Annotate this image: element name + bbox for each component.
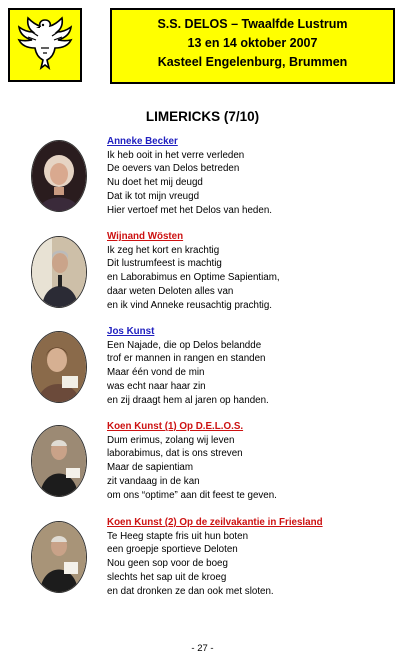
poem-line: Hier vertoef met het Delos van heden.: [107, 204, 273, 216]
portrait-koen-kunst-1: [31, 425, 87, 497]
poem-line: Dat ik tot mijn vreugd: [107, 190, 200, 202]
poem-line: slechts het sap uit de kroeg: [107, 571, 227, 583]
poem-line: trof er mannen in rangen en standen: [107, 353, 266, 365]
delos-logo: [8, 8, 82, 82]
header-line-3: Kasteel Engelenburg, Brummen: [157, 55, 348, 69]
poem-line: om ons “optime” aan dit feest te geven.: [107, 489, 277, 501]
poem-line: Te Heeg stapte fris uit hun boten: [107, 530, 249, 542]
limerick-5: [107, 516, 402, 598]
header-line-1: S.S. DELOS – Twaalfde Lustrum: [157, 17, 348, 31]
author-name: Koen Kunst (2) Op de zeilvakantie in Friesland: [107, 517, 323, 528]
page-number: - 27 -: [191, 643, 214, 654]
header-banner: [110, 8, 395, 84]
poem-line: De oevers van Delos betreden: [107, 163, 240, 175]
poem-line: daar weten Deloten alles van: [107, 285, 234, 297]
poem-line: Dit lustrumfeest is machtig: [107, 258, 222, 270]
author-name: Koen Kunst (1) Op D.E.L.O.S.: [107, 421, 244, 432]
limerick-2: [107, 230, 402, 312]
poem-line: Ik heb ooit in het verre verleden: [107, 149, 245, 161]
poem-line: en zij draagt hem al jaren op handen.: [107, 394, 269, 406]
poem-line: Ik zeg het kort en krachtig: [107, 244, 220, 256]
poem-line: Nu doet het mij deugd: [107, 177, 203, 189]
poem-line: en dat dronken ze dan ook met sloten.: [107, 585, 274, 597]
portrait-wijnand-wosten: [31, 236, 87, 308]
author-name: Wijnand Wösten: [107, 231, 184, 242]
poem-line: Maar één vond de min: [107, 367, 205, 379]
portrait-jos-kunst: [31, 331, 87, 403]
poem-line: en Laborabimus en Optime Sapientiam,: [107, 272, 280, 284]
portrait-koen-kunst-2: [31, 521, 87, 593]
author-name: Anneke Becker: [107, 136, 178, 147]
eagle-emblem-icon: [10, 10, 80, 80]
poem-line: zit vandaag in de kan: [107, 475, 200, 487]
portrait-anneke-becker: [31, 140, 87, 212]
poem-line: was echt naar haar zin: [107, 380, 206, 392]
limerick-4: [107, 420, 402, 502]
poem-line: een groepje sportieve Deloten: [107, 544, 238, 556]
header-line-2: 13 en 14 oktober 2007: [187, 36, 318, 50]
poem-line: laborabimus, dat is ons streven: [107, 448, 243, 460]
poem-line: Nou geen sop voor de boeg: [107, 558, 228, 570]
poem-line: en ik vind Anneke reusachtig prachtig.: [107, 299, 273, 311]
page-title: LIMERICKS (7/10): [145, 109, 260, 124]
poem-line: Een Najade, die op Delos belandde: [107, 339, 262, 351]
limerick-3: [107, 325, 402, 407]
poem-line: Maar de sapientiam: [107, 462, 194, 474]
author-name: Jos Kunst: [107, 326, 155, 337]
poem-line: Dum erimus, zolang wij leven: [107, 434, 235, 446]
limerick-1: [107, 135, 402, 217]
